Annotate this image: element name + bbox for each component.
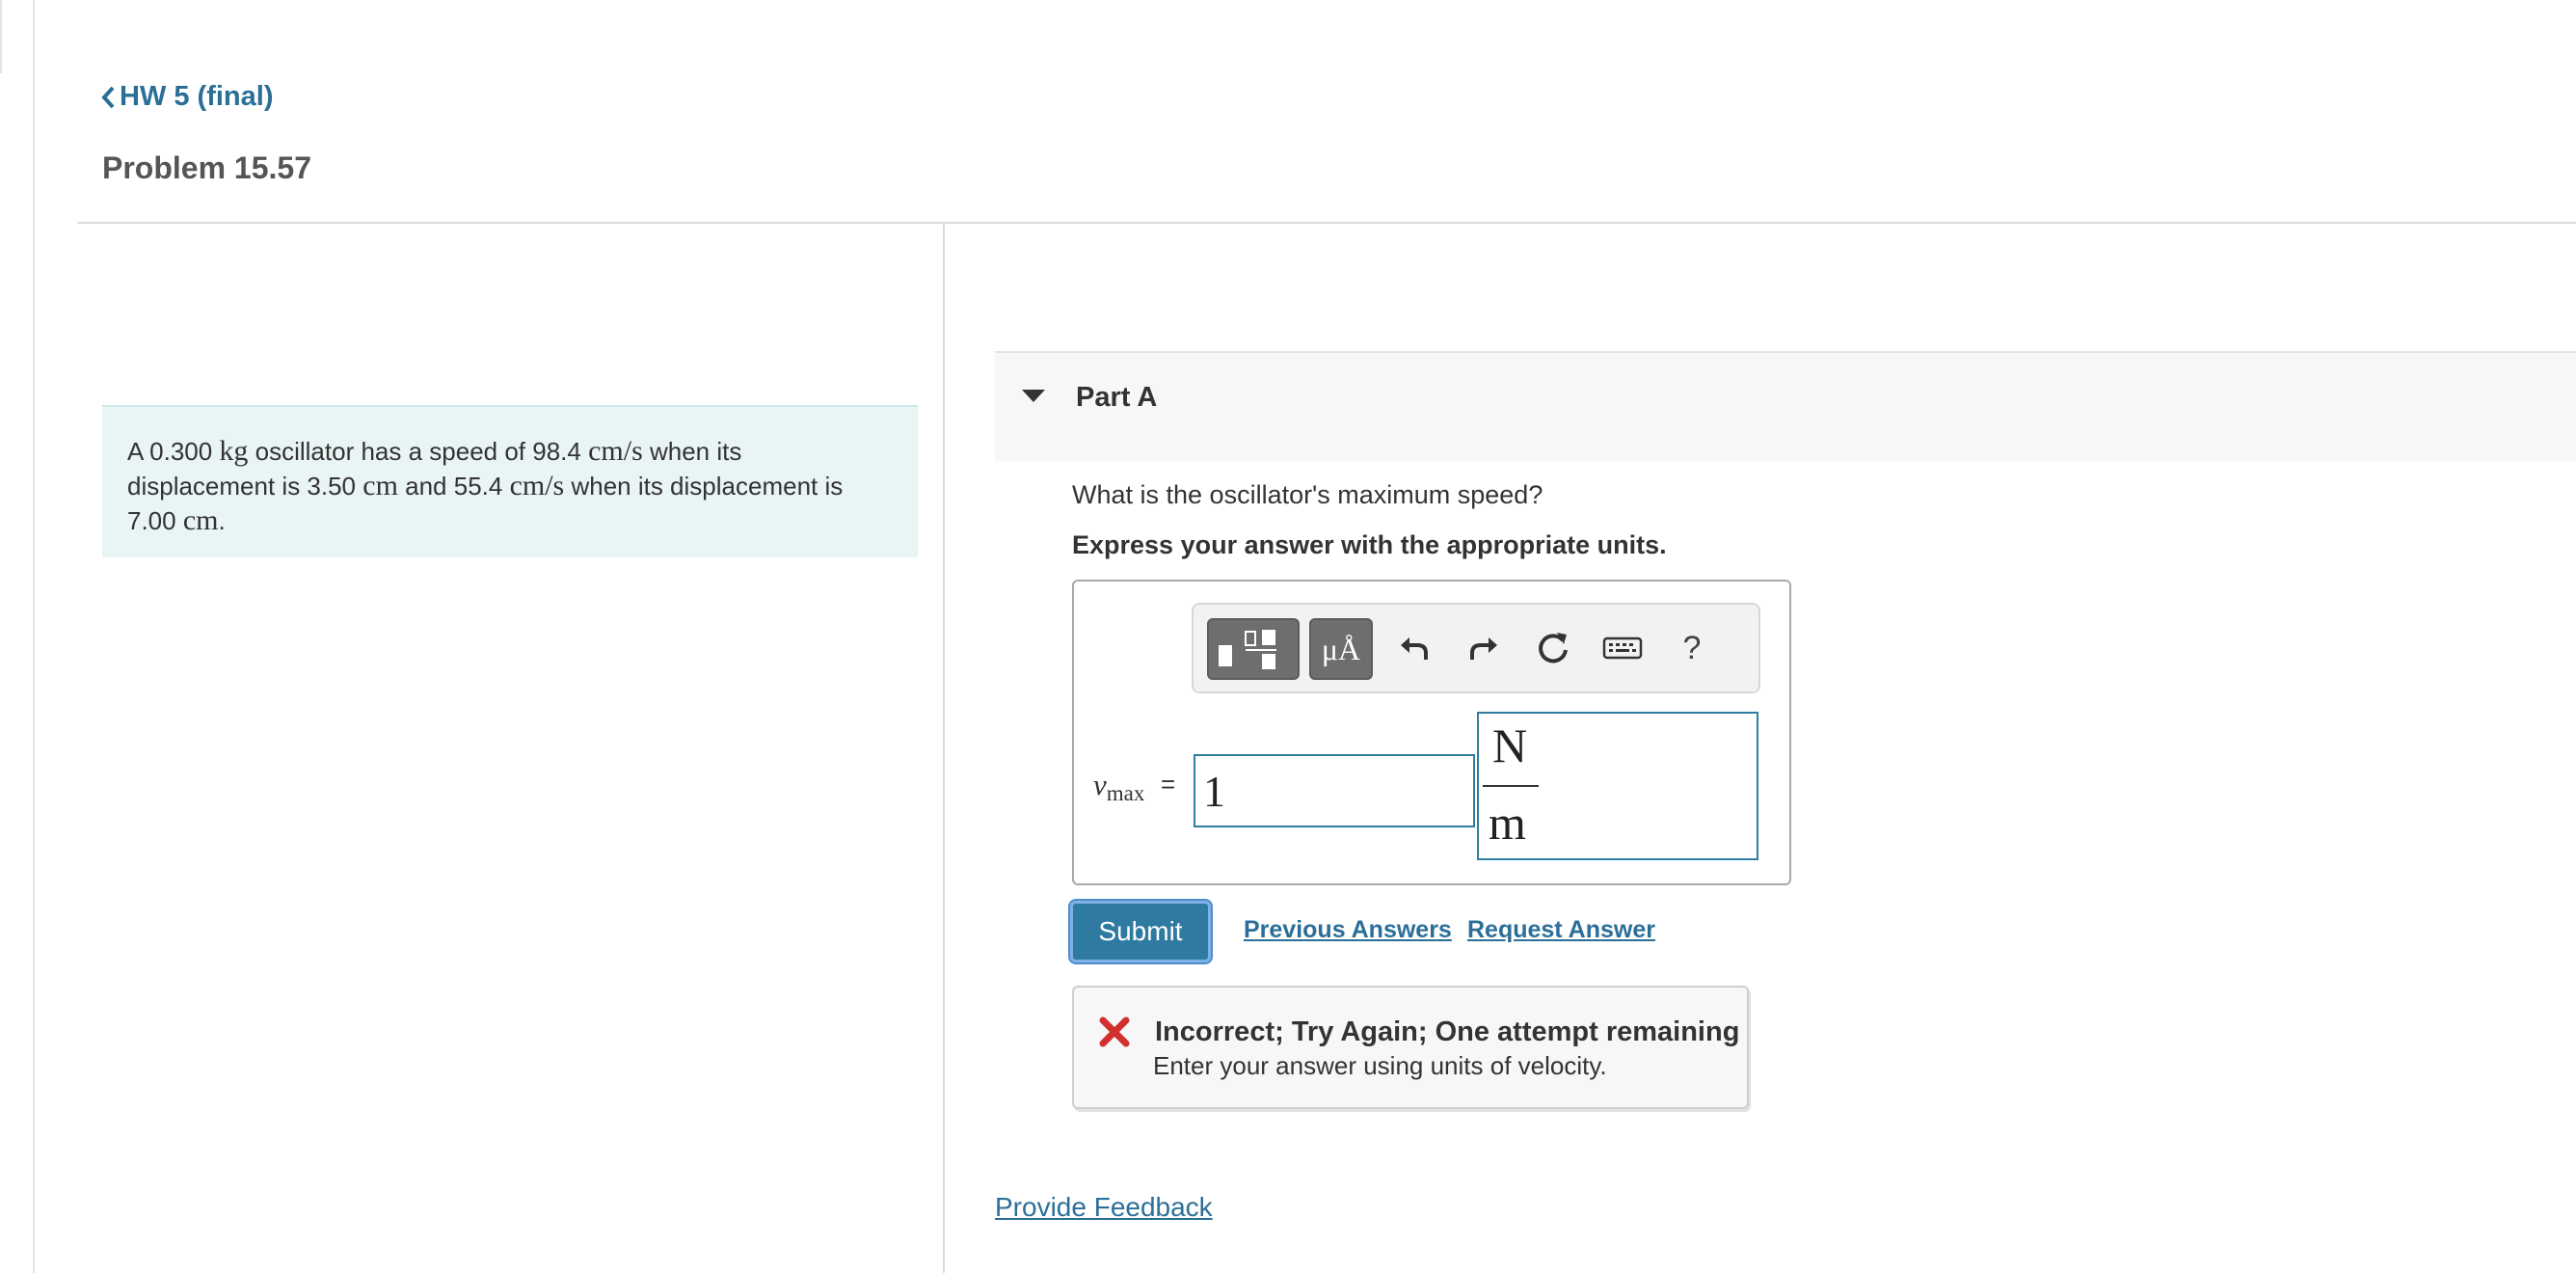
question-text: What is the oscillator's maximum speed? [1072,480,1543,509]
variable-label [1093,768,1145,805]
unit-numerator: N [1492,718,1528,772]
chevron-left-icon [100,85,116,110]
instruction-text: Express your answer with the appropriate units. [1072,530,1667,559]
previous-answers-link[interactable]: Previous Answers [1244,916,1452,943]
reset-button[interactable] [1529,624,1577,672]
keyboard-button[interactable] [1598,624,1647,672]
redo-icon [1467,634,1500,663]
keyboard-icon [1602,635,1643,662]
undo-icon [1398,634,1431,663]
help-button[interactable] [1668,624,1716,672]
redo-button[interactable] [1460,624,1508,672]
feedback-status: Incorrect; Try Again; One attempt remaining [1155,1016,1740,1047]
statement-text: . [218,506,226,535]
units-icon: μÅ [1321,631,1361,666]
header-divider [77,222,2576,224]
left-edge-tab [0,0,2,73]
statement-text: when its displacement is 7.00 [127,472,844,535]
statement-text: A 0.300 [127,437,220,466]
back-link-label: HW 5 (final) [120,81,274,112]
units-button[interactable] [1309,618,1373,680]
back-to-assignment-link[interactable] [100,81,274,113]
submit-label: Submit [1098,916,1183,946]
variable-symbol: v [1093,768,1107,801]
submit-button[interactable] [1070,901,1211,962]
help-icon: ? [1682,629,1702,666]
templates-button[interactable] [1207,618,1300,680]
reset-icon [1534,629,1572,667]
variable-subscript: max [1106,781,1145,805]
provide-feedback-link[interactable]: Provide Feedback [995,1192,1213,1222]
part-label: Part A [1076,382,1158,413]
answer-value-input[interactable] [1194,754,1475,827]
fraction-bar [1483,785,1539,787]
problem-statement [102,405,918,557]
page-title: Problem 15.57 [102,150,311,185]
math-unit: cm/s [509,470,565,501]
equals-sign: = [1161,770,1176,799]
feedback-message: Enter your answer using units of velocity. [1153,1051,1607,1080]
math-unit: kg [219,435,249,467]
incorrect-x-icon [1097,1015,1132,1049]
undo-button[interactable] [1390,624,1438,672]
statement-text: oscillator has a speed of 98.4 [248,437,589,466]
templates-icon [1209,620,1298,678]
math-unit: cm [182,504,219,536]
unit-denominator: m [1489,796,1526,850]
math-unit: cm [362,470,398,501]
left-border [33,0,35,1273]
math-toolbar [1192,603,1760,693]
statement-text: and 55.4 [397,472,510,501]
math-unit: cm/s [588,435,643,467]
caret-down-icon[interactable] [1022,390,1045,402]
part-header[interactable] [995,351,2576,461]
column-divider [943,224,945,1273]
statement-text: when its displacement is 3.50 [127,437,742,501]
request-answer-link[interactable]: Request Answer [1467,916,1655,943]
